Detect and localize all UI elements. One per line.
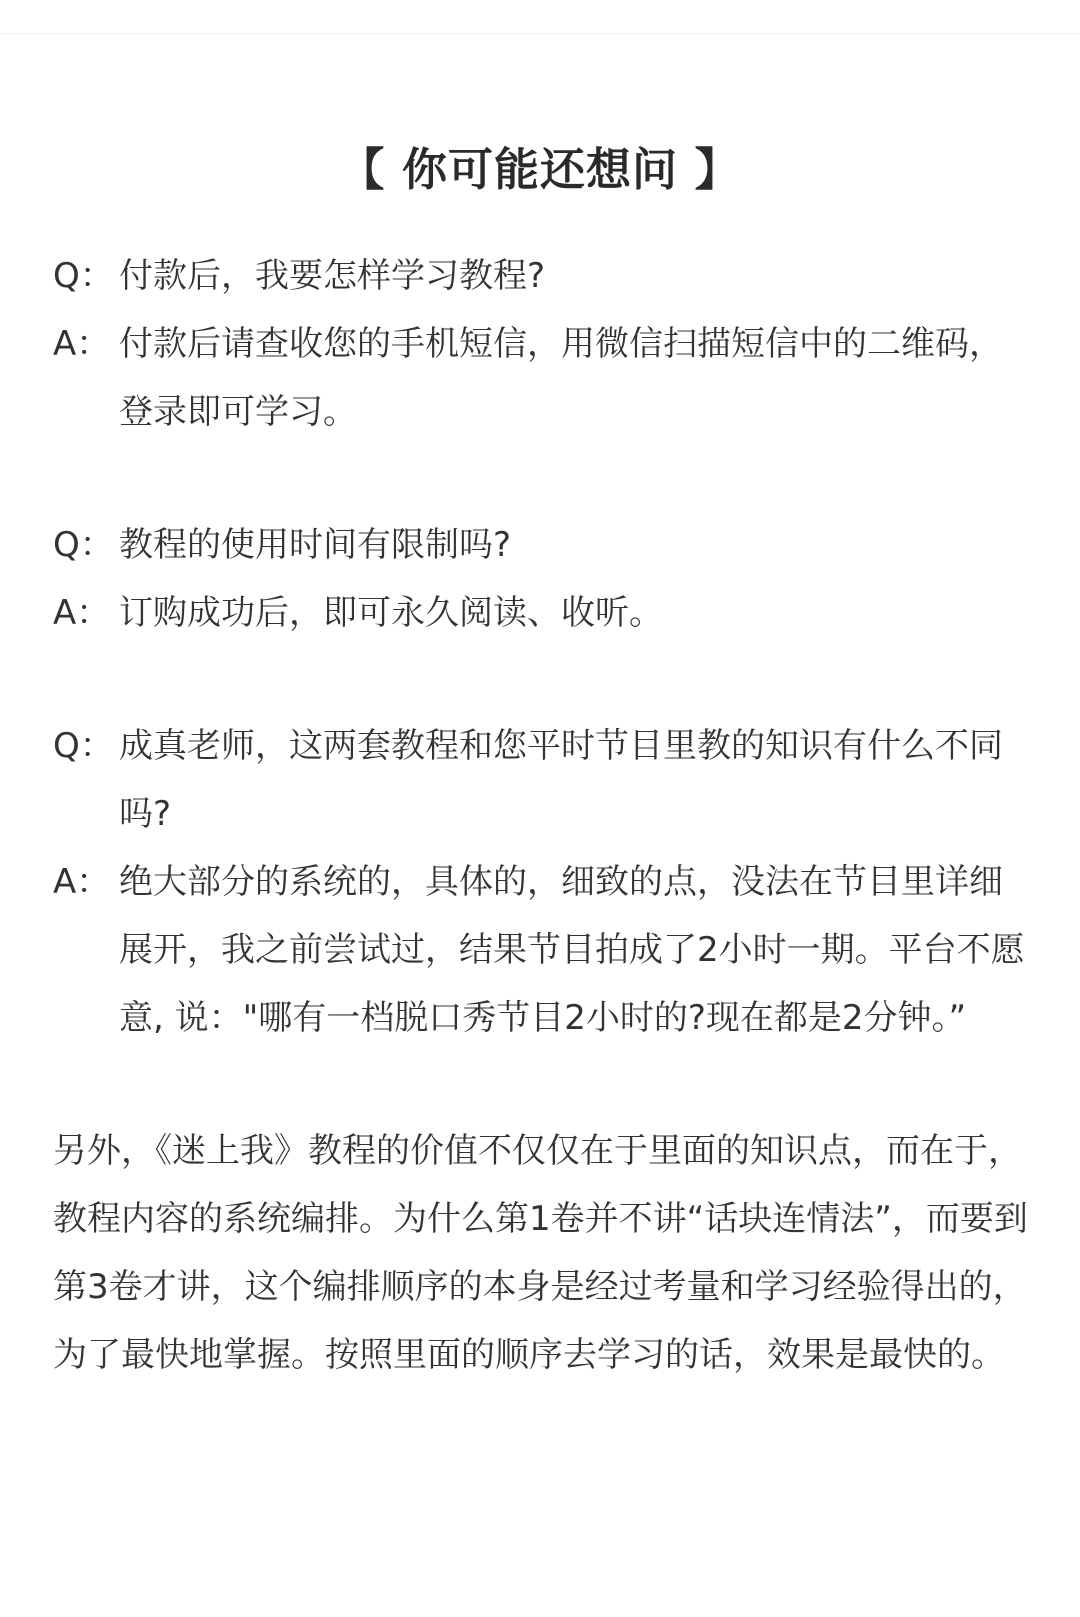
question-row [53,511,1033,579]
question-prefix: Q： [53,256,114,296]
answer-prefix: A： [53,862,111,902]
question-prefix: Q： [53,726,114,766]
answer-prefix: A： [53,593,111,633]
faq-content [53,242,1033,1389]
question-text: 教程的使用时间有限制吗? [119,525,512,565]
faq-section-title: 【 你可能还想问 】 [339,143,741,196]
answer-row [53,310,1033,446]
answer-text: 绝大部分的系统的，具体的，细致的点，没法在节目里详细展开，我之前尝试过，结果节目拍成了2小时一期。平台不愿意, 说："哪有一档脱口秀节目2小时的?现在都是2分钟。” [119,862,1025,1038]
question-row [53,712,1033,848]
answer-text: 付款后请查收您的手机短信，用微信扫描短信中的二维码，登录即可学习。 [119,324,1003,432]
question-prefix: Q： [53,525,114,565]
faq-item [53,242,1033,446]
answer-text: 订购成功后，即可永久阅读、收听。 [119,593,663,633]
question-text: 成真老师，这两套教程和您平时节目里教的知识有什么不同吗? [119,726,1003,834]
question-text: 付款后，我要怎样学习教程? [119,256,546,296]
closing-paragraph: 另外，《迷上我》教程的价值不仅仅在于里面的知识点，而在于，教程内容的系统编排。为什么第1卷并不讲“话块连情法”，而要到第3卷才讲，这个编排顺序的本身是经过考量和学习经验得出的，为了最快地掌握。按照里面的顺序去学习的话，效果是最快的。 [53,1131,1028,1375]
faq-item [53,511,1033,647]
answer-row [53,848,1033,1052]
faq-item [53,712,1033,1052]
answer-prefix: A： [53,324,111,364]
question-row [53,242,1033,310]
top-divider [0,33,1080,34]
answer-row [53,579,1033,647]
